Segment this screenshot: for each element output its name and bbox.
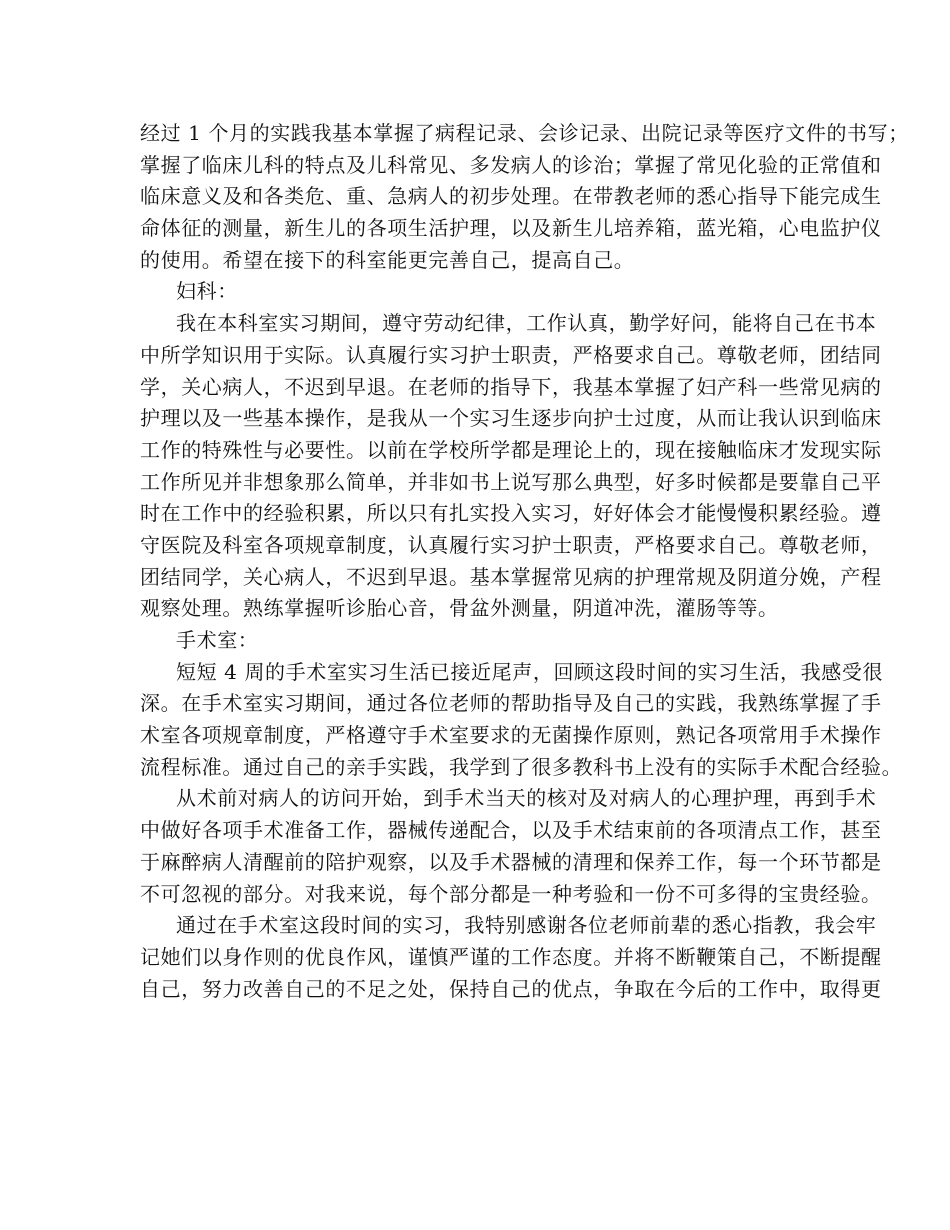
text-line: 学，关心病人，不迟到早退。在老师的指导下，我基本掌握了妇产科一些常见病的 [140,374,882,399]
paragraph-first-line: 从术前对病人的访问开始，到手术当天的核对及对病人的心理护理，再到手术 [176,786,877,811]
text-line: 临床意义及和各类危、重、急病人的初步处理。在带教老师的悉心指导下能完成生 [140,184,882,209]
text-line: 的使用。希望在接下的科室能更完善自己，提高自己。 [140,247,635,272]
paragraph-first-line: 短短 4 周的手术室实习生活已接近尾声，回顾这段时间的实习生活，我感受很 [176,659,884,684]
text-line: 命体征的测量，新生儿的各项生活护理，以及新生儿培养箱，蓝光箱，心电监护仪 [140,216,882,241]
paragraph-first-line: 妇科： [176,279,238,304]
text-line: 中做好各项手术准备工作，器械传递配合，以及手术结束前的各项清点工作，甚至 [140,818,882,843]
text-line: 自己，努力改善自己的不足之处，保持自己的优点，争取在今后的工作中，取得更 [140,976,882,1001]
text-line: 掌握了临床儿科的特点及儿科常见、多发病人的诊治；掌握了常见化验的正常值和 [140,152,882,177]
text-line: 观察处理。熟练掌握听诊胎心音，骨盆外测量，阴道冲洗，灌肠等等。 [140,596,779,621]
document-body [140,118,909,1005]
paragraph-first-line: 通过在手术室这段时间的实习，我特别感谢各位老师前辈的悉心指教，我会牢 [176,913,877,938]
text-line: 时在工作中的经验积累，所以只有扎实投入实习，好好体会才能慢慢积累经验。遵 [140,501,882,526]
text-line: 工作的特殊性与必要性。以前在学校所学都是理论上的，现在接触临床才发现实际 [140,437,882,462]
text-line: 中所学知识用于实际。认真履行实习护士职责，严格要求自己。尊敬老师，团结同 [140,342,882,367]
text-line: 护理以及一些基本操作，是我从一个实习生逐步向护士过度，从而让我认识到临床 [140,406,882,431]
text-line: 流程标准。通过自己的亲手实践，我学到了很多教科书上没有的实际手术配合经验。 [140,754,903,779]
paragraph-first-line: 手术室： [176,628,259,652]
text-line: 团结同学，关心病人，不迟到早退。基本掌握常见病的护理常规及阴道分娩，产程 [140,564,882,589]
text-line: 于麻醉病人清醒前的陪护观察，以及手术器械的清理和保养工作，每一个环节都是 [140,849,882,874]
text-line: 守医院及科室各项规章制度，认真履行实习护士职责，严格要求自己。尊敬老师， [140,532,882,557]
text-line: 工作所见并非想象那么简单，并非如书上说写那么典型，好多时候都是要靠自己平 [140,469,882,494]
text-line: 深。在手术室实习期间，通过各位老师的帮助指导及自己的实践，我熟练掌握了手 [140,691,882,716]
text-line: 不可忽视的部分。对我来说，每个部分都是一种考验和一份不可多得的宝贵经验。 [140,881,882,906]
text-line: 记她们以身作则的优良作风，谨慎严谨的工作态度。并将不断鞭策自己，不断提醒 [140,944,882,969]
paragraph-first-line: 我在本科室实习期间，遵守劳动纪律，工作认真，勤学好问，能将自己在书本 [176,311,877,336]
text-line: 经过 1 个月的实践我基本掌握了病程记录、会诊记录、出院记录等医疗文件的书写； [140,121,909,145]
text-line: 术室各项规章制度，严格遵守手术室要求的无菌操作原则，熟记各项常用手术操作 [140,723,882,748]
